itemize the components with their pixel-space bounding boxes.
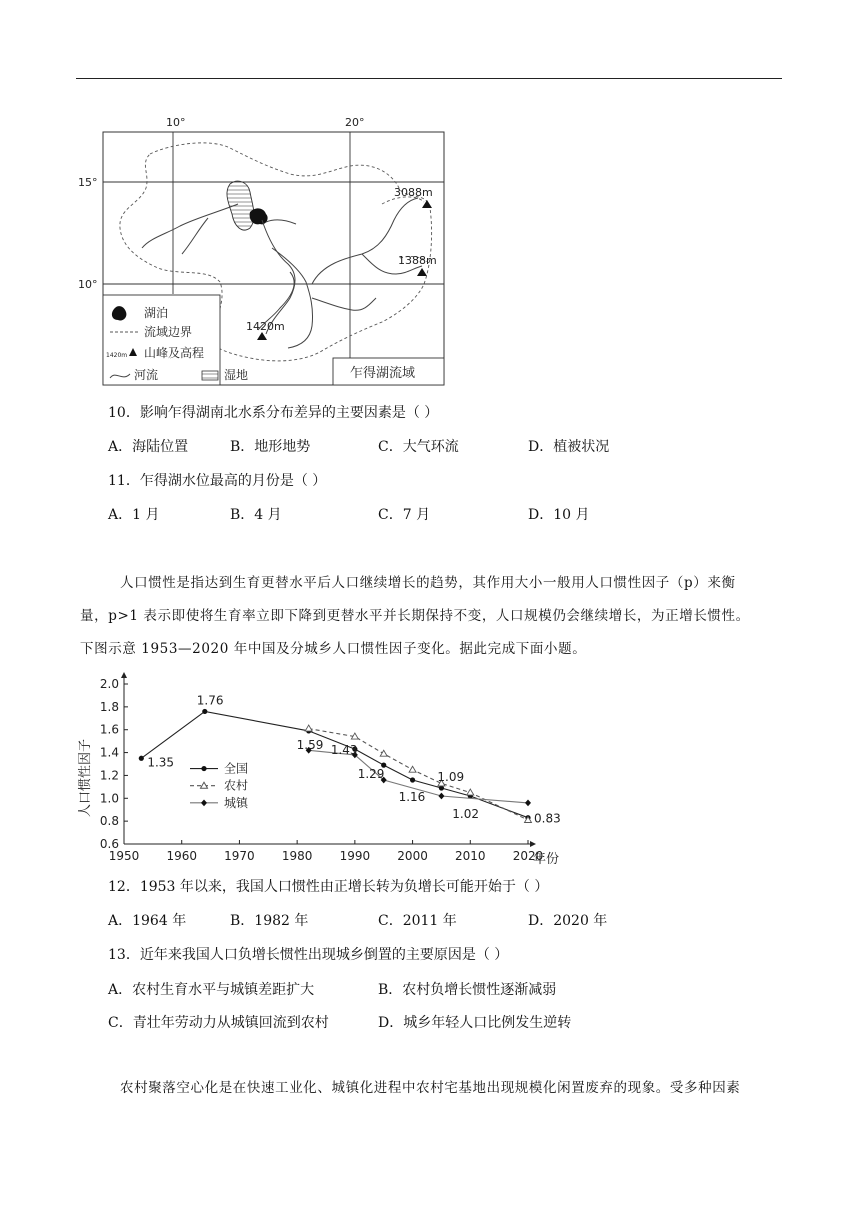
lon-label-10: 10° bbox=[166, 116, 186, 129]
point-0-0 bbox=[139, 756, 144, 761]
chart-legend bbox=[190, 761, 249, 810]
legend-peak-sample: 1420m bbox=[106, 352, 128, 359]
lake-chad bbox=[250, 208, 268, 224]
point-2-4 bbox=[525, 799, 531, 806]
legend-label-0: 全国 bbox=[224, 761, 249, 776]
x-tick-label: 2010 bbox=[455, 849, 486, 863]
q12-option-d[interactable]: D．2020 年 bbox=[528, 913, 608, 929]
peak-1420-icon bbox=[257, 332, 267, 340]
y-tick-label: 1.4 bbox=[99, 745, 119, 760]
legend-marker-2 bbox=[201, 799, 207, 806]
data-label: 1.35 bbox=[147, 755, 175, 770]
q11-option-a[interactable]: A．1 月 bbox=[108, 507, 160, 523]
q11-option-d[interactable]: D．10 月 bbox=[528, 507, 590, 523]
x-tick-label: 1970 bbox=[224, 849, 255, 863]
peak-3088-label: 3088m bbox=[394, 186, 433, 199]
q11-option-b[interactable]: B．4 月 bbox=[230, 507, 282, 523]
x-tick-label: 1990 bbox=[339, 849, 371, 863]
data-label: 1.43 bbox=[330, 743, 358, 758]
q11-option-c[interactable]: C．7 月 bbox=[378, 507, 431, 523]
q13-option-c[interactable]: C．青壮年劳动力从城镇回流到农村 bbox=[108, 1015, 329, 1031]
series-line-0 bbox=[141, 711, 528, 817]
peak-3088-icon bbox=[422, 200, 432, 208]
point-0-1 bbox=[202, 709, 207, 714]
legend-lake: 湖泊 bbox=[144, 306, 169, 320]
y-tick-label: 0.6 bbox=[99, 837, 119, 851]
point-0-5 bbox=[410, 777, 415, 782]
x-axis-arrow bbox=[530, 841, 536, 847]
q12-option-c[interactable]: C．2011 年 bbox=[378, 913, 457, 929]
wetland-area bbox=[227, 181, 254, 230]
passage3-line1: 农村聚落空心化是在快速工业化、城镇化进程中农村宅基地出现规模化闲置废弃的现象。受多种因素 bbox=[120, 1080, 741, 1096]
x-tick-label: 2000 bbox=[397, 849, 428, 863]
q12-option-a[interactable]: A．1964 年 bbox=[108, 913, 187, 929]
q10-option-d[interactable]: D．植被状况 bbox=[528, 439, 610, 455]
y-tick-label: 0.8 bbox=[99, 814, 119, 829]
legend-marker-0 bbox=[201, 766, 206, 771]
x-tick-label: 2020 bbox=[512, 849, 544, 863]
passage2-line2: 量，p>1 表示即使将生育率立即下降到更替水平并长期保持不变，人口规模仍会继续增长，为正增长惯性。 bbox=[80, 608, 750, 624]
chart-ylabel: 人口惯性因子 bbox=[78, 738, 93, 818]
peak-1420-label: 1420m bbox=[246, 320, 285, 333]
legend-label-1: 农村 bbox=[224, 778, 249, 793]
point-2-3 bbox=[438, 793, 444, 800]
peak-1388-label: 1388m bbox=[398, 254, 437, 267]
x-tick-label: 1980 bbox=[281, 849, 313, 863]
lat-label-10: 10° bbox=[78, 278, 98, 291]
q13-option-a[interactable]: A．农村生育水平与城镇差距扩大 bbox=[108, 982, 315, 998]
population-inertia-chart bbox=[72, 672, 612, 870]
q10-option-a[interactable]: A．海陆位置 bbox=[108, 439, 189, 455]
map-legend bbox=[103, 295, 248, 385]
passage2-line3: 下图示意 1953—2020 年中国及分城乡人口惯性因子变化。据此完成下面小题。 bbox=[80, 641, 587, 657]
map-title: 乍得湖流域 bbox=[350, 366, 416, 381]
q10-option-b[interactable]: B．地形地势 bbox=[230, 439, 311, 455]
chad-basin-map bbox=[78, 108, 450, 390]
legend-label-2: 城镇 bbox=[224, 795, 249, 810]
q10-option-c[interactable]: C．大气环流 bbox=[378, 439, 459, 455]
lat-label-15: 15° bbox=[78, 176, 98, 189]
data-label: 1.59 bbox=[296, 737, 324, 752]
legend-peak: 山峰及高程 bbox=[144, 346, 205, 360]
y-axis-arrow bbox=[121, 672, 127, 678]
y-tick-label: 1.6 bbox=[99, 722, 119, 737]
data-label: 1.09 bbox=[437, 770, 465, 784]
peak-1388-icon bbox=[417, 268, 427, 276]
q12-option-b[interactable]: B．1982 年 bbox=[230, 913, 309, 929]
legend-wetland: 湿地 bbox=[224, 368, 249, 382]
header-rule bbox=[76, 78, 782, 79]
y-tick-label: 1.8 bbox=[99, 699, 119, 714]
legend-boundary: 流域边界 bbox=[144, 325, 193, 339]
point-1-5 bbox=[467, 789, 474, 795]
data-label: 1.16 bbox=[398, 790, 426, 804]
x-tick-label: 1950 bbox=[108, 849, 140, 863]
y-tick-label: 1.0 bbox=[99, 791, 119, 806]
data-label: 1.29 bbox=[357, 767, 385, 782]
q12-stem: 12．1953 年以来，我国人口惯性由正增长转为负增长可能开始于（ ） bbox=[108, 879, 549, 895]
passage2-line1: 人口惯性是指达到生育更替水平后人口继续增长的趋势，其作用大小一般用人口惯性因子（p）来衡 bbox=[120, 575, 736, 591]
point-1-3 bbox=[409, 766, 416, 772]
y-tick-label: 2.0 bbox=[99, 677, 119, 691]
legend-river: 河流 bbox=[134, 368, 159, 382]
point-1-2 bbox=[380, 750, 387, 756]
data-label: 1.02 bbox=[452, 807, 480, 821]
q13-option-d[interactable]: D．城乡年轻人口比例发生逆转 bbox=[378, 1015, 572, 1031]
lon-label-20: 20° bbox=[345, 116, 365, 129]
q13-option-b[interactable]: B．农村负增长惯性逐渐减弱 bbox=[378, 982, 557, 998]
point-1-0 bbox=[305, 725, 312, 731]
q13-stem: 13．近年来我国人口负增长惯性出现城乡倒置的主要原因是（ ） bbox=[108, 947, 509, 963]
q10-stem: 10．影响乍得湖南北水系分布差异的主要因素是（ ） bbox=[108, 405, 439, 421]
data-label: 1.76 bbox=[196, 693, 224, 708]
x-tick-label: 1960 bbox=[166, 849, 197, 863]
y-tick-label: 1.2 bbox=[99, 768, 119, 783]
data-label: 0.83 bbox=[534, 811, 561, 826]
wetland-legend-icon bbox=[202, 371, 218, 380]
chart-marks bbox=[139, 709, 532, 823]
q11-stem: 11．乍得湖水位最高的月份是（ ） bbox=[108, 473, 327, 489]
chart-xlabel: 年份 bbox=[533, 852, 560, 867]
